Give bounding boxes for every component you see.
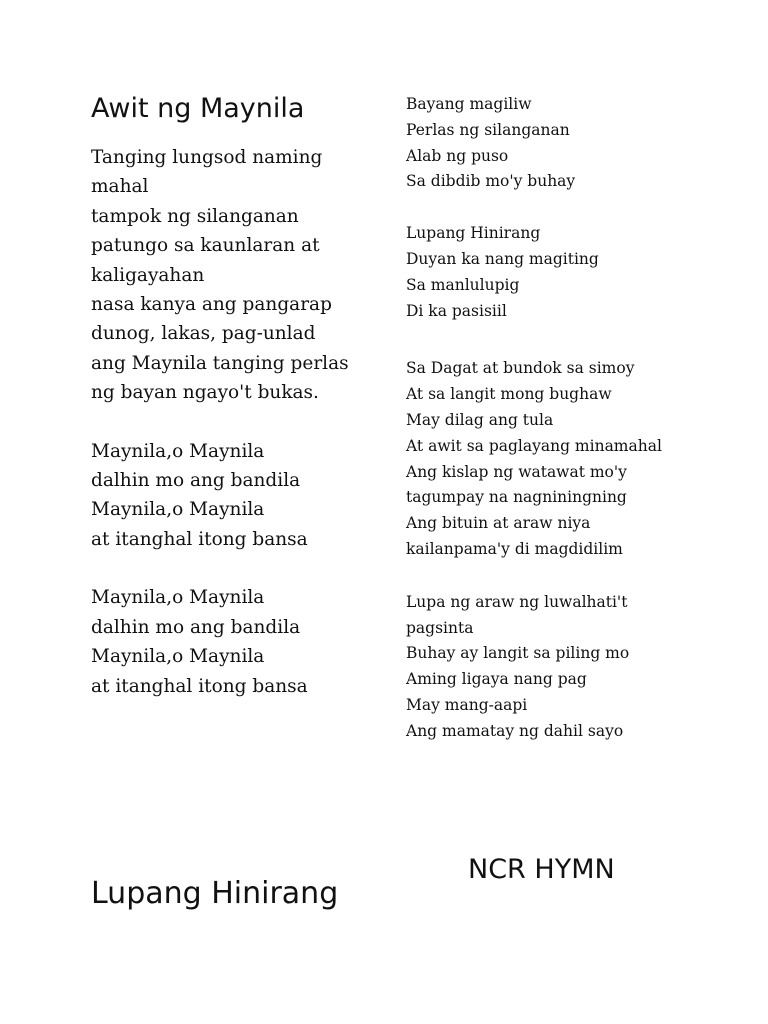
lyric-line: Maynila,o Maynila [91, 646, 265, 668]
lyric-line: Lupa ng araw ng luwalhati't [406, 592, 628, 611]
awit-ng-maynila-lyrics [91, 143, 361, 701]
lyric-line: Ang mamatay ng dahil sayo [406, 721, 624, 740]
lyric-line: Maynila,o Maynila [91, 499, 265, 521]
lyric-line: pagsinta [406, 618, 474, 637]
lyric-line: Maynila,o Maynila [91, 587, 265, 609]
lupang-stanza-1 [406, 92, 746, 195]
awit-ng-maynila-title: Awit ng Maynila [91, 93, 305, 124]
lyric-line: Duyan ka nang magiting [406, 249, 599, 268]
lyric-line: Lupang Hinirang [406, 224, 541, 243]
lyric-line: Perlas ng silanganan [406, 120, 570, 139]
lyric-line: At sa langit mong bughaw [406, 385, 612, 404]
ncr-hymn-title: NCR HYMN [468, 854, 615, 885]
lyric-line: tampok ng silanganan [91, 205, 299, 227]
lyric-line: May mang-aapi [406, 695, 528, 714]
lyric-line: at itanghal itong bansa [91, 675, 308, 697]
lupang-hinirang-title: Lupang Hinirang [91, 876, 339, 911]
lyric-line: Aming ligaya nang pag [406, 670, 587, 689]
lyric-line: Maynila,o Maynila [91, 440, 265, 462]
awit-stanza-3 [91, 583, 361, 701]
lyric-line: patungo sa kaunlaran at [91, 235, 320, 257]
lyric-line: Ang kislap ng watawat mo'y [406, 462, 627, 481]
lupang-stanza-4 [406, 590, 746, 745]
lyric-line: Sa Dagat at bundok sa simoy [406, 359, 635, 378]
lyric-line: Sa manlulupig [406, 275, 520, 294]
lyric-line: ng bayan ngayo't bukas. [91, 382, 319, 404]
lyric-line: dunog, lakas, pag-unlad [91, 323, 316, 345]
lyric-line: at itanghal itong bansa [91, 528, 308, 550]
lyric-line: Sa dibdib mo'y buhay [406, 172, 576, 191]
lyric-line: ang Maynila tanging perlas [91, 352, 349, 374]
lyric-line: kaligayahan [91, 264, 205, 286]
lyric-line: At awit sa paglayang minamahal [406, 436, 662, 455]
lyric-line: Bayang magiliw [406, 95, 532, 113]
lyric-line: Buhay ay langit sa piling mo [406, 644, 630, 663]
lyric-line: May dilag ang tula [406, 410, 554, 429]
lyric-line: Ang bituin at araw niya [406, 514, 591, 533]
lyric-line: dalhin mo ang bandila [91, 470, 301, 492]
lyric-line: Tanging lungsod naming [91, 147, 323, 168]
lupang-stanza-3 [406, 356, 746, 562]
lupang-stanza-2 [406, 221, 746, 324]
awit-stanza-1 [91, 143, 361, 408]
lyric-line: tagumpay na nagniningning [406, 488, 627, 507]
lyric-line: Alab ng puso [406, 146, 509, 165]
lyric-line: mahal [91, 176, 149, 198]
lyric-line: nasa kanya ang pangarap [91, 294, 332, 316]
lyric-line: Di ka pasisiil [406, 301, 507, 320]
lyric-line: dalhin mo ang bandila [91, 616, 301, 638]
lupang-hinirang-lyrics [406, 92, 746, 745]
lyric-line: kailanpama'y di magdidilim [406, 539, 623, 558]
awit-stanza-2 [91, 437, 361, 555]
